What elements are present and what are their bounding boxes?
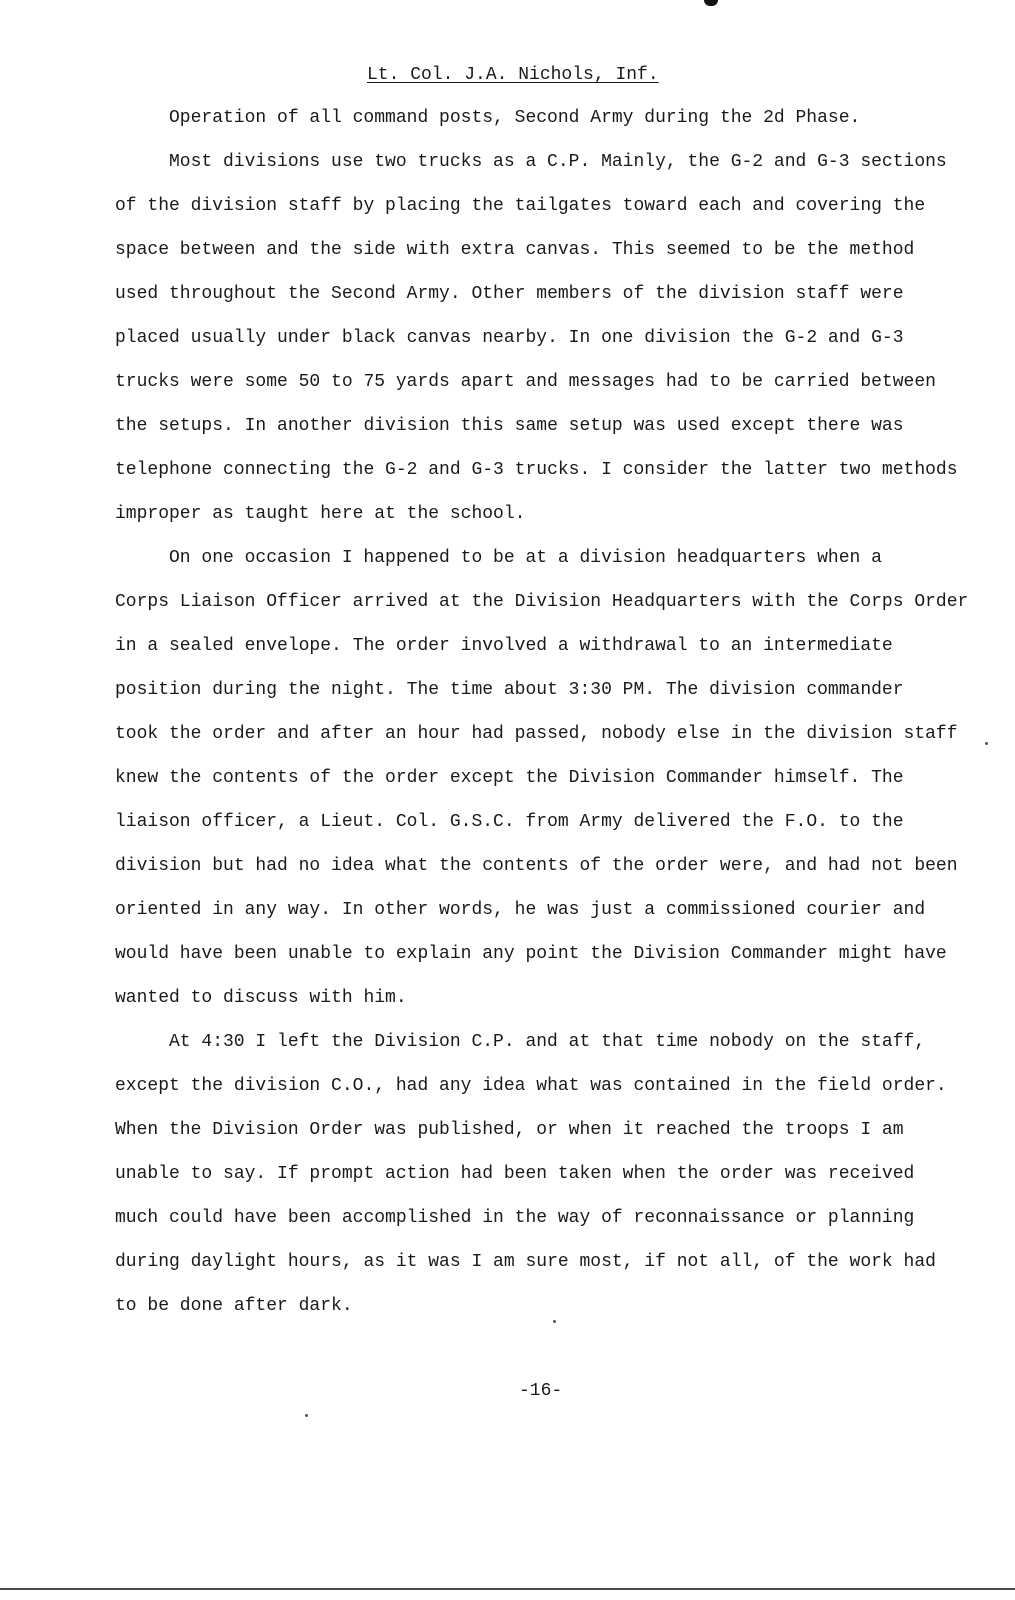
text-line: during daylight hours, as it was I am sure most, if not all, of the work had — [115, 1252, 936, 1272]
text-line: to be done after dark. — [115, 1296, 353, 1316]
text-line: At 4:30 I left the Division C.P. and at that time nobody on the staff, — [169, 1032, 926, 1052]
text-line: of the division staff by placing the tailgates toward each and covering the — [115, 196, 926, 216]
text-line: placed usually under black canvas nearby. In one division the G-2 and G-3 — [115, 328, 904, 348]
text-line: except the division C.O., had any idea what was contained in the field order. — [115, 1076, 947, 1096]
text-line: would have been unable to explain any point the Division Commander might have — [115, 944, 947, 964]
text-line: Corps Liaison Officer arrived at the Division Headquarters with the Corps Order — [115, 592, 969, 612]
text-line: Most divisions use two trucks as a C.P. Mainly, the G-2 and G-3 sections — [169, 152, 947, 172]
text-line: took the order and after an hour had passed, nobody else in the division staff — [115, 724, 958, 744]
text-line: When the Division Order was published, or when it reached the troops I am — [115, 1120, 904, 1140]
ink-speck — [985, 742, 988, 745]
text-line: in a sealed envelope. The order involved a withdrawal to an intermediate — [115, 636, 893, 656]
text-line: unable to say. If prompt action had been taken when the order was received — [115, 1164, 915, 1184]
text-line: space between and the side with extra canvas. This seemed to be the method — [115, 240, 915, 260]
text-line: Operation of all command posts, Second Army during the 2d Phase. — [169, 108, 861, 128]
text-line: oriented in any way. In other words, he was just a commissioned courier and — [115, 900, 926, 920]
text-line: used throughout the Second Army. Other members of the division staff were — [115, 284, 904, 304]
page-number: -16- — [519, 1381, 563, 1401]
text-line: division but had no idea what the contents of the order were, and had not been — [115, 856, 958, 876]
text-line: liaison officer, a Lieut. Col. G.S.C. from Army delivered the F.O. to the — [115, 812, 904, 832]
text-line: much could have been accomplished in the way of reconnaissance or planning — [115, 1208, 915, 1228]
ink-speck — [305, 1414, 308, 1417]
text-line: On one occasion I happened to be at a division headquarters when a — [169, 548, 882, 568]
text-line: knew the contents of the order except the Division Commander himself. The — [115, 768, 904, 788]
text-line: improper as taught here at the school. — [115, 504, 526, 524]
text-line: trucks were some 50 to 75 yards apart and messages had to be carried between — [115, 372, 936, 392]
author-heading: Lt. Col. J.A. Nichols, Inf. — [367, 65, 659, 85]
ink-mark — [704, 0, 718, 6]
text-line: telephone connecting the G-2 and G-3 trucks. I consider the latter two methods — [115, 460, 958, 480]
ink-speck — [553, 1320, 556, 1323]
text-line: wanted to discuss with him. — [115, 988, 407, 1008]
scan-edge-line — [0, 1588, 1015, 1590]
text-line: position during the night. The time about 3:30 PM. The division commander — [115, 680, 904, 700]
text-line: the setups. In another division this same setup was used except there was — [115, 416, 904, 436]
